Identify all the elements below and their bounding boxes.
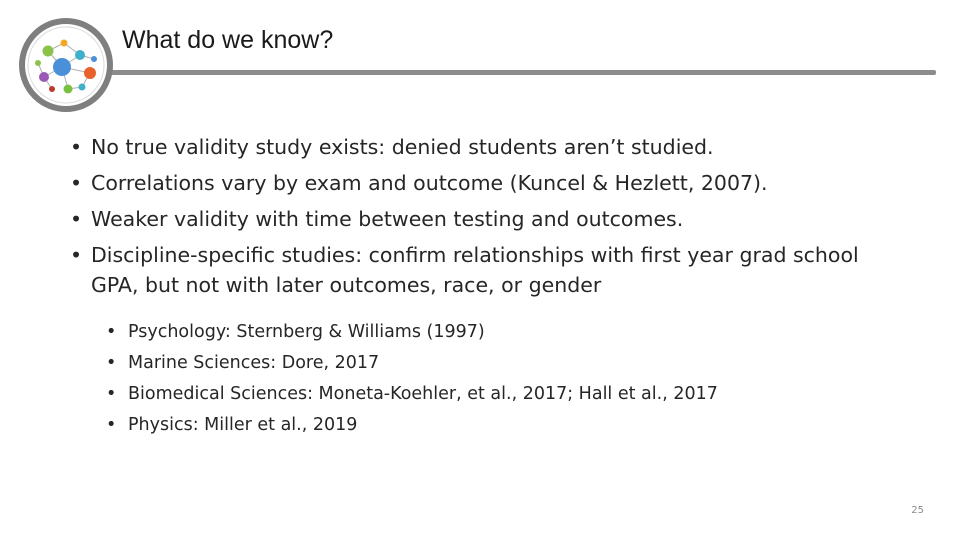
logo-graphic	[18, 17, 114, 113]
sub-bullet-text: Physics: Miller et al., 2019	[128, 415, 358, 435]
page-number: 25	[911, 505, 924, 516]
list-item	[70, 240, 910, 300]
bullet-marker: •	[106, 415, 117, 435]
page-title: What do we know?	[122, 26, 334, 54]
bullet-text: No true validity study exists: denied students aren’t studied.	[91, 135, 714, 159]
node-icon	[53, 58, 71, 76]
bullet-marker: •	[70, 243, 83, 267]
list-item	[70, 204, 910, 234]
sub-list-item	[106, 379, 866, 410]
network-graph-icon	[18, 17, 114, 113]
sub-list-item	[106, 348, 866, 379]
sub-bullet-text: Psychology: Sternberg & Williams (1997)	[128, 322, 485, 342]
bullet-text: Discipline-specific studies: confirm relationships with first year grad school GPA, but not with later outcomes, race, or gender	[91, 243, 859, 297]
sub-bullet-text: Marine Sciences: Dore, 2017	[128, 353, 380, 373]
bullet-marker: •	[70, 207, 83, 231]
sub-list-item	[106, 410, 866, 441]
bullet-marker: •	[106, 322, 117, 342]
bullet-marker: •	[106, 384, 117, 404]
bullet-marker: •	[70, 171, 83, 195]
sub-list-item	[106, 317, 866, 348]
title-underline	[80, 70, 936, 75]
sub-bullet-text: Biomedical Sciences: Moneta-Koehler, et al., 2017; Hall et al., 2017	[128, 384, 718, 404]
bullet-list	[70, 132, 910, 306]
list-item	[70, 168, 910, 198]
bullet-marker: •	[106, 353, 117, 373]
sub-bullet-list	[106, 317, 866, 441]
bullet-text: Weaker validity with time between testing and outcomes.	[91, 207, 684, 231]
list-item	[70, 132, 910, 162]
bullet-marker: •	[70, 135, 83, 159]
bullet-text: Correlations vary by exam and outcome (Kuncel & Hezlett, 2007).	[91, 171, 768, 195]
